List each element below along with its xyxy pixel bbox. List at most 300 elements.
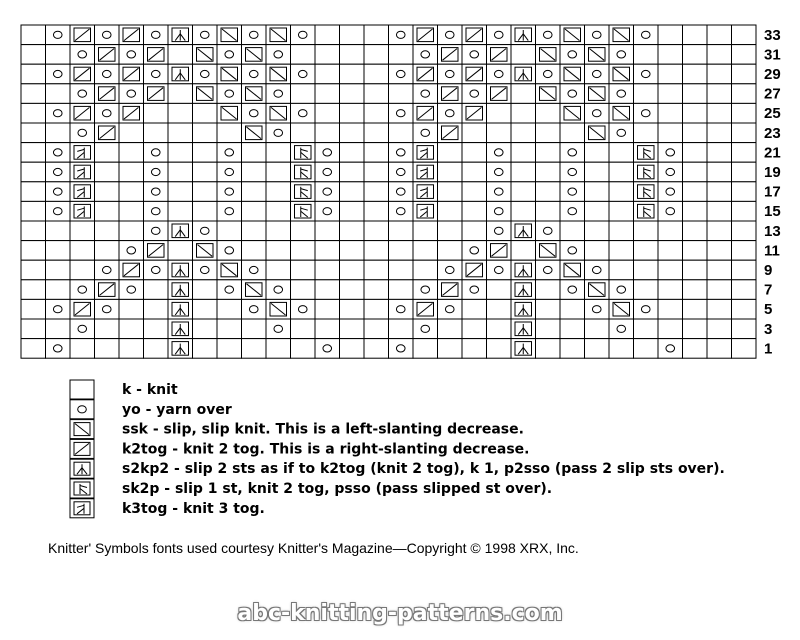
stitch-s2kp2 [168,221,193,241]
stitch-sk2p [291,162,316,182]
row-number-label: 21 [764,144,781,162]
stitch-knit [364,143,389,163]
row-number-label: 29 [764,66,781,83]
yo-symbol-icon [70,400,94,419]
stitch-knit [364,84,389,104]
stitch-yo [658,143,683,163]
stitch-knit [340,45,365,65]
chart-row [21,103,756,123]
stitch-knit [168,103,193,123]
stitch-knit [242,182,267,202]
stitch-ssk [609,25,634,45]
row-number-label: 15 [764,203,781,221]
stitch-s2kp2 [168,299,193,319]
stitch-ssk [242,84,267,104]
stitch-knit [119,319,144,339]
stitch-knit [242,339,267,359]
stitch-knit [683,25,708,45]
stitch-knit [266,162,291,182]
stitch-yo [536,64,561,84]
stitch-knit [634,221,659,241]
stitch-k2tog [119,103,144,123]
stitch-ssk [217,260,242,280]
stitch-knit [46,221,71,241]
stitch-knit [732,319,757,339]
stitch-yo [144,182,169,202]
stitch-ssk [585,45,610,65]
stitch-knit [291,260,316,280]
stitch-yo [487,221,512,241]
stitch-yo [315,143,340,163]
stitch-knit [291,84,316,104]
stitch-knit [119,221,144,241]
stitch-yo [266,84,291,104]
stitch-knit [462,182,487,202]
stitch-yo [193,221,218,241]
stitch-yo [389,182,414,202]
stitch-knit [266,143,291,163]
stitch-yo [609,45,634,65]
chart-row [21,123,756,143]
chart-row [21,201,756,221]
stitch-knit [609,221,634,241]
stitch-yo [242,299,267,319]
stitch-knit [413,241,438,261]
stitch-knit [46,45,71,65]
stitch-knit [438,319,463,339]
stitch-knit [340,260,365,280]
stitch-knit [340,299,365,319]
stitch-yo [413,280,438,300]
stitch-knit [340,25,365,45]
stitch-yo [217,182,242,202]
stitch-knit [364,260,389,280]
row-number-label: 33 [764,26,781,44]
stitch-knit [291,319,316,339]
stitch-knit [634,339,659,359]
stitch-knit [707,143,732,163]
stitch-s2kp2 [511,280,536,300]
row-number-label: 3 [764,320,773,338]
stitch-knit [732,299,757,319]
stitch-yo [217,201,242,221]
chart-row [21,241,756,261]
stitch-sk2p [291,201,316,221]
stitch-s2kp2 [511,64,536,84]
stitch-knit [389,241,414,261]
stitch-ssk [536,45,561,65]
stitch-yo [462,45,487,65]
stitch-knit [144,319,169,339]
knit-symbol-icon [70,380,94,399]
stitch-knit [340,182,365,202]
stitch-knit [21,103,46,123]
stitch-knit [732,143,757,163]
stitch-knit [95,182,120,202]
stitch-knit [315,45,340,65]
stitch-knit [95,221,120,241]
stitch-ssk [560,25,585,45]
stitch-knit [609,162,634,182]
stitch-knit [609,260,634,280]
stitch-knit [707,182,732,202]
chart-row [21,339,756,359]
stitch-knit [487,103,512,123]
stitch-knit [511,103,536,123]
stitch-knit [95,319,120,339]
stitch-yo [119,45,144,65]
stitch-knit [21,241,46,261]
stitch-knit [536,162,561,182]
stitch-knit [242,319,267,339]
stitch-yo [46,201,71,221]
stitch-knit [732,339,757,359]
stitch-yo [291,64,316,84]
stitch-knit [487,123,512,143]
stitch-ssk [560,260,585,280]
stitch-k2tog [70,64,95,84]
stitch-knit [585,143,610,163]
stitch-knit [95,201,120,221]
stitch-knit [389,319,414,339]
stitch-knit [438,339,463,359]
chart-row [21,64,756,84]
stitch-knit [658,280,683,300]
stitch-k2tog [462,64,487,84]
k2tog-symbol-icon [70,439,94,458]
stitch-yo [46,182,71,202]
stitch-s2kp2 [511,339,536,359]
stitch-knit [707,280,732,300]
stitch-knit [217,221,242,241]
stitch-knit [242,241,267,261]
stitch-yo [217,241,242,261]
stitch-knit [21,182,46,202]
stitch-k2tog [487,241,512,261]
stitch-knit [119,339,144,359]
stitch-yo [217,143,242,163]
stitch-s2kp2 [511,299,536,319]
stitch-knit [683,45,708,65]
stitch-knit [536,319,561,339]
stitch-knit [242,143,267,163]
stitch-knit [732,201,757,221]
stitch-yo [438,260,463,280]
stitch-knit [732,123,757,143]
stitch-yo [585,103,610,123]
stitch-knit [70,221,95,241]
stitch-yo [658,182,683,202]
stitch-knit [707,241,732,261]
stitch-yo [46,299,71,319]
stitch-ssk [266,64,291,84]
stitch-knit [438,182,463,202]
stitch-yo [315,162,340,182]
stitch-k2tog [119,260,144,280]
stitch-yo [585,64,610,84]
stitch-knit [291,339,316,359]
stitch-knit [389,84,414,104]
stitch-yo [144,260,169,280]
stitch-yo [413,319,438,339]
stitch-knit [266,260,291,280]
stitch-yo [46,25,71,45]
chart-row [21,319,756,339]
stitch-knit [683,241,708,261]
stitch-knit [536,339,561,359]
stitch-yo [413,123,438,143]
stitch-knit [291,123,316,143]
stitch-ssk [585,123,610,143]
stitch-yo [315,182,340,202]
stitch-yo [217,162,242,182]
stitch-knit [683,339,708,359]
stitch-k2tog [144,84,169,104]
stitch-knit [315,123,340,143]
stitch-knit [193,319,218,339]
stitch-knit [21,123,46,143]
stitch-knit [266,221,291,241]
stitch-knit [21,84,46,104]
stitch-knit [340,64,365,84]
stitch-k2tog [462,103,487,123]
stitch-knit [585,241,610,261]
stitch-yo [487,162,512,182]
stitch-knit [144,299,169,319]
stitch-knit [364,45,389,65]
stitch-knit [21,221,46,241]
chart-row [21,143,756,163]
stitch-yo [242,260,267,280]
stitch-knit [707,221,732,241]
stitch-knit [683,84,708,104]
stitch-k3tog [70,201,95,221]
stitch-ssk [560,103,585,123]
row-number-labels [764,27,781,358]
stitch-yo [438,103,463,123]
stitch-sk2p [634,162,659,182]
stitch-knit [95,241,120,261]
stitch-yo [119,280,144,300]
stitch-knit [168,201,193,221]
chart-row [21,162,756,182]
stitch-yo [46,143,71,163]
stitch-knit [364,182,389,202]
stitch-knit [95,339,120,359]
chart-row [21,299,756,319]
stitch-yo [487,64,512,84]
stitch-knit [315,241,340,261]
stitch-knit [634,260,659,280]
stitch-knit [438,201,463,221]
stitch-k2tog [70,25,95,45]
chart-row [21,182,756,202]
stitch-ssk [560,64,585,84]
stitch-knit [658,221,683,241]
stitch-yo [487,143,512,163]
stitch-knit [585,339,610,359]
stitch-yo [438,64,463,84]
stitch-knit [683,103,708,123]
chart-row [21,84,756,104]
stitch-knit [340,162,365,182]
stitch-yo [634,25,659,45]
stitch-knit [511,162,536,182]
stitch-knit [707,319,732,339]
stitch-knit [144,339,169,359]
stitch-k3tog [70,143,95,163]
stitch-knit [144,280,169,300]
stitch-yo [70,84,95,104]
stitch-knit [511,201,536,221]
legend [70,380,725,518]
stitch-knit [340,221,365,241]
stitch-knit [193,299,218,319]
stitch-knit [315,103,340,123]
stitch-knit [585,162,610,182]
row-number-label: 11 [764,242,780,260]
stitch-sk2p [291,182,316,202]
stitch-knit [364,241,389,261]
stitch-knit [658,25,683,45]
stitch-k2tog [119,25,144,45]
row-number-label: 23 [764,124,781,142]
stitch-s2kp2 [168,64,193,84]
stitch-knit [707,123,732,143]
stitch-knit [364,25,389,45]
legend-item-k2tog [70,439,529,458]
stitch-knit [462,319,487,339]
stitch-k3tog [70,162,95,182]
stitch-k2tog [487,84,512,104]
stitch-knit [340,123,365,143]
row-number-label: 13 [764,222,781,240]
stitch-k3tog [413,143,438,163]
stitch-knit [144,103,169,123]
legend-label: ssk - slip, slip knit. This is a left-slanting decrease. [122,421,524,438]
stitch-knit [511,143,536,163]
stitch-knit [340,280,365,300]
stitch-k2tog [95,280,120,300]
stitch-knit [389,123,414,143]
stitch-knit [389,260,414,280]
stitch-knit [364,103,389,123]
stitch-knit [511,182,536,202]
stitch-knit [683,299,708,319]
stitch-knit [536,123,561,143]
stitch-yo [266,280,291,300]
stitch-yo [560,201,585,221]
stitch-k2tog [70,103,95,123]
stitch-knit [536,201,561,221]
stitch-yo [315,201,340,221]
stitch-knit [95,162,120,182]
stitch-knit [683,182,708,202]
stitch-yo [266,45,291,65]
stitch-s2kp2 [168,25,193,45]
stitch-knit [70,260,95,280]
stitch-yo [560,241,585,261]
stitch-s2kp2 [511,319,536,339]
chart-row [21,221,756,241]
stitch-knit [193,339,218,359]
stitch-knit [487,319,512,339]
stitch-knit [364,123,389,143]
stitch-knit [193,103,218,123]
stitch-knit [707,45,732,65]
stitch-knit [634,280,659,300]
stitch-yo [585,299,610,319]
stitch-knit [462,221,487,241]
row-number-label: 25 [764,105,781,123]
row-number-label: 17 [764,183,781,201]
stitch-knit [21,25,46,45]
row-number-label: 27 [764,85,781,103]
stitch-yo [266,123,291,143]
stitch-knit [609,182,634,202]
stitch-ssk [242,123,267,143]
stitch-k2tog [438,123,463,143]
stitch-knit [193,123,218,143]
chart-row [21,25,756,45]
chart-row [21,280,756,300]
stitch-yo [389,25,414,45]
stitch-knit [658,241,683,261]
stitch-knit [658,319,683,339]
stitch-knit [315,299,340,319]
stitch-knit [291,45,316,65]
stitch-k2tog [70,299,95,319]
stitch-s2kp2 [168,280,193,300]
stitch-k2tog [438,45,463,65]
stitch-knit [707,84,732,104]
stitch-knit [46,319,71,339]
copyright-credit: Knitter' Symbols fonts used courtesy Knitter's Magazine—Copyright © 1998 XRX, Inc. [48,540,579,556]
stitch-yo [389,103,414,123]
stitch-knit [119,143,144,163]
stitch-knit [462,123,487,143]
stitch-yo [560,84,585,104]
stitch-knit [21,339,46,359]
legend-item-knit [70,380,178,399]
stitch-knit [364,319,389,339]
stitch-knit [242,221,267,241]
stitch-knit [21,64,46,84]
stitch-yo [609,123,634,143]
stitch-knit [707,299,732,319]
stitch-knit [560,319,585,339]
stitch-ssk [609,103,634,123]
chart-row [21,260,756,280]
stitch-k2tog [413,64,438,84]
stitch-yo [95,260,120,280]
stitch-yo [193,64,218,84]
stitch-s2kp2 [168,260,193,280]
stitch-knit [487,339,512,359]
stitch-knit [658,123,683,143]
stitch-yo [560,45,585,65]
stitch-knit [364,162,389,182]
stitch-yo [217,45,242,65]
site-watermark[interactable]: abc-knitting-patterns.com [237,601,563,626]
stitch-knit [413,260,438,280]
stitch-yo [291,299,316,319]
stitch-k2tog [413,103,438,123]
legend-item-s2kp2 [70,459,725,478]
stitch-knit [340,143,365,163]
stitch-k2tog [144,241,169,261]
stitch-knit [536,182,561,202]
